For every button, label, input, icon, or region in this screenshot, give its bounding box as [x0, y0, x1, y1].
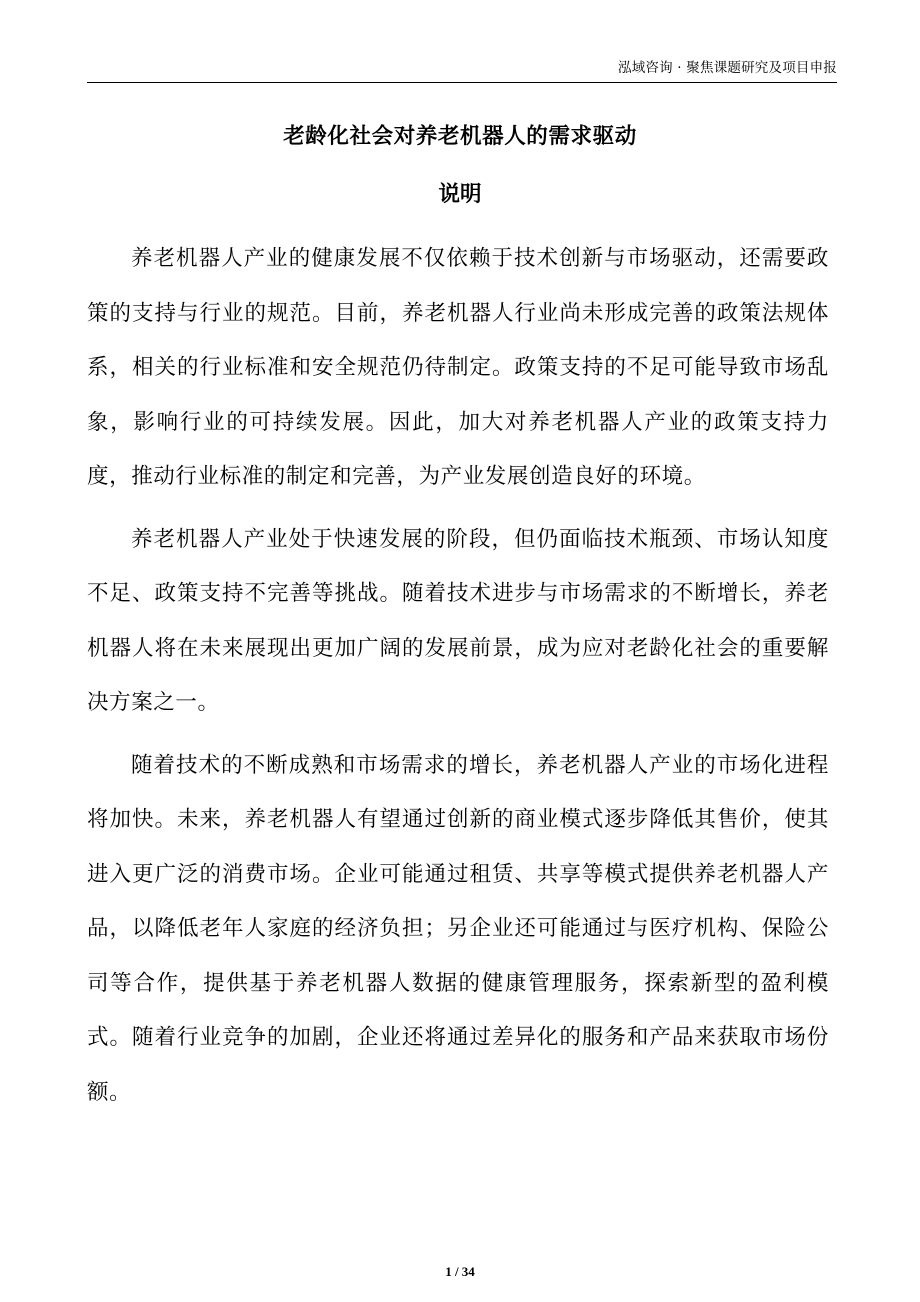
page-number: 1 / 34 — [445, 1264, 475, 1279]
paragraph-1: 养老机器人产业的健康发展不仅依赖于技术创新与市场驱动，还需要政策的支持与行业的规范。目前，养老机器人行业尚未形成完善的政策法规体系，相关的行业标准和安全规范仍待制定。政策支持的不足可能导致市场乱象，影响行业的可持续发展。因此，加大对养老机器人产业的政策支持力度，推动行业标准的制定和完善，为产业发展创造良好的环境。 — [87, 246, 829, 489]
document-title: 老龄化社会对养老机器人的需求驱动 — [283, 124, 637, 149]
page-header-text: 泓域咨询 · 聚焦课题研究及项目申报 — [618, 60, 837, 76]
paragraph-2: 养老机器人产业处于快速发展的阶段，但仍面临技术瓶颈、市场认知度不足、政策支持不完善等挑战。随着技术进步与市场需求的不断增长，养老机器人将在未来展现出更加广阔的发展前景，成为应对老龄化社会的重要解决方案之一。 — [87, 526, 829, 715]
paragraph-3: 随着技术的不断成熟和市场需求的增长，养老机器人产业的市场化进程将加快。未来，养老机器人有望通过创新的商业模式逐步降低其售价，使其进入更广泛的消费市场。企业可能通过租赁、共享等模式提供养老机器人产品，以降低老年人家庭的经济负担；另企业还可能通过与医疗机构、保险公司等合作，提供基于养老机器人数据的健康管理服务，探索新型的盈利模式。随着行业竞争的加剧，企业还将通过差异化的服务和产品来获取市场份额。 — [87, 752, 829, 1105]
header-rule — [87, 82, 837, 83]
section-heading: 说明 — [438, 182, 482, 207]
document-body — [87, 232, 829, 1120]
